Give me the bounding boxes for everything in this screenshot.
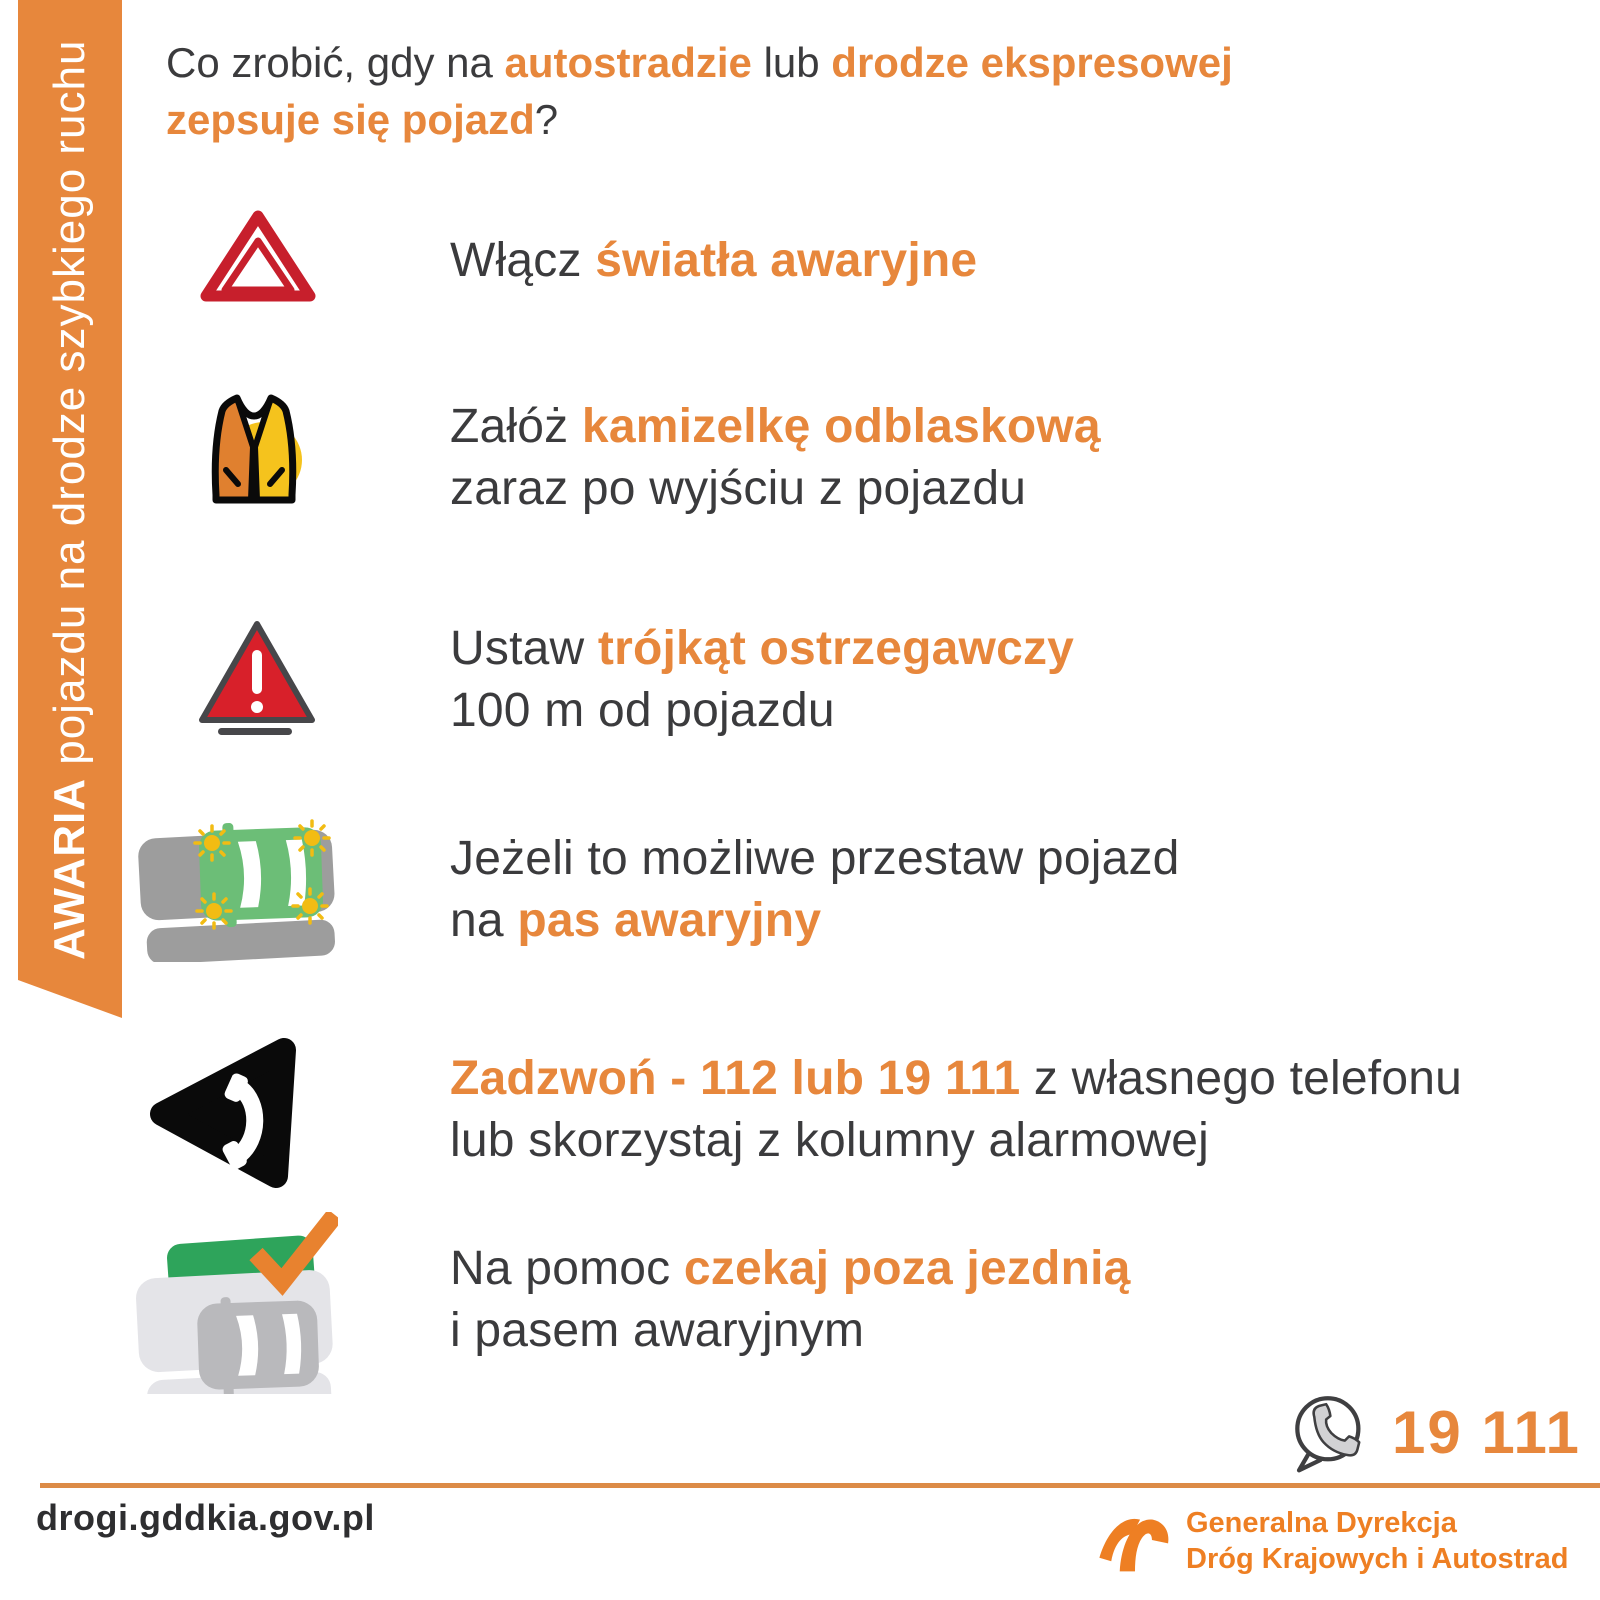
wait-outside-road-icon bbox=[136, 1212, 338, 1394]
step-1-text: Włącz światła awaryjne bbox=[450, 234, 978, 287]
gddkia-logo-text bbox=[1186, 1505, 1600, 1577]
gddkia-logo-line2: Dróg Krajowych i Autostrad bbox=[1186, 1543, 1569, 1575]
step-3-text: Ustaw trójkąt ostrzegawczy 100 m od pojazdu bbox=[450, 622, 1075, 737]
car-emergency-lane-icon bbox=[138, 812, 336, 962]
footer-divider bbox=[40, 1483, 1600, 1488]
warning-triangle-outline-icon bbox=[196, 206, 320, 306]
phone-bubble-icon bbox=[1288, 1392, 1366, 1474]
headline: Co zrobić, gdy na autostradzie lub drodze ekspresowej zepsuje się pojazd? bbox=[166, 39, 1233, 143]
step-6-text: Na pomoc czekaj poza jezdnią i pasem awaryjnym bbox=[450, 1242, 1131, 1357]
gddkia-logo-icon bbox=[1096, 1504, 1174, 1576]
warning-triangle-alert-icon bbox=[194, 616, 320, 736]
reflective-vest-icon bbox=[204, 390, 304, 508]
emergency-phone-icon bbox=[146, 1034, 308, 1192]
sidebar-title-bold: AWARIA bbox=[45, 778, 94, 960]
sidebar-title-rest: pojazdu na drodze szybkiego ruchu bbox=[45, 39, 94, 778]
sidebar-ribbon-label bbox=[18, 15, 122, 960]
step-4-text: Jeżeli to możliwe przestaw pojazd na pas awaryjny bbox=[450, 832, 1180, 947]
website-url: drogi.gddkia.gov.pl bbox=[36, 1497, 375, 1538]
gddkia-logo-line1: Generalna Dyrekcja bbox=[1186, 1507, 1457, 1539]
step-5-text: Zadzwoń - 112 lub 19 111 z własnego telefonu lub skorzystaj z kolumny alarmowej bbox=[450, 1052, 1462, 1167]
step-2-text: Załóż kamizelkę odblaskową zaraz po wyjściu z pojazdu bbox=[450, 400, 1101, 515]
hotline-number: 19 111 bbox=[1392, 1399, 1581, 1466]
